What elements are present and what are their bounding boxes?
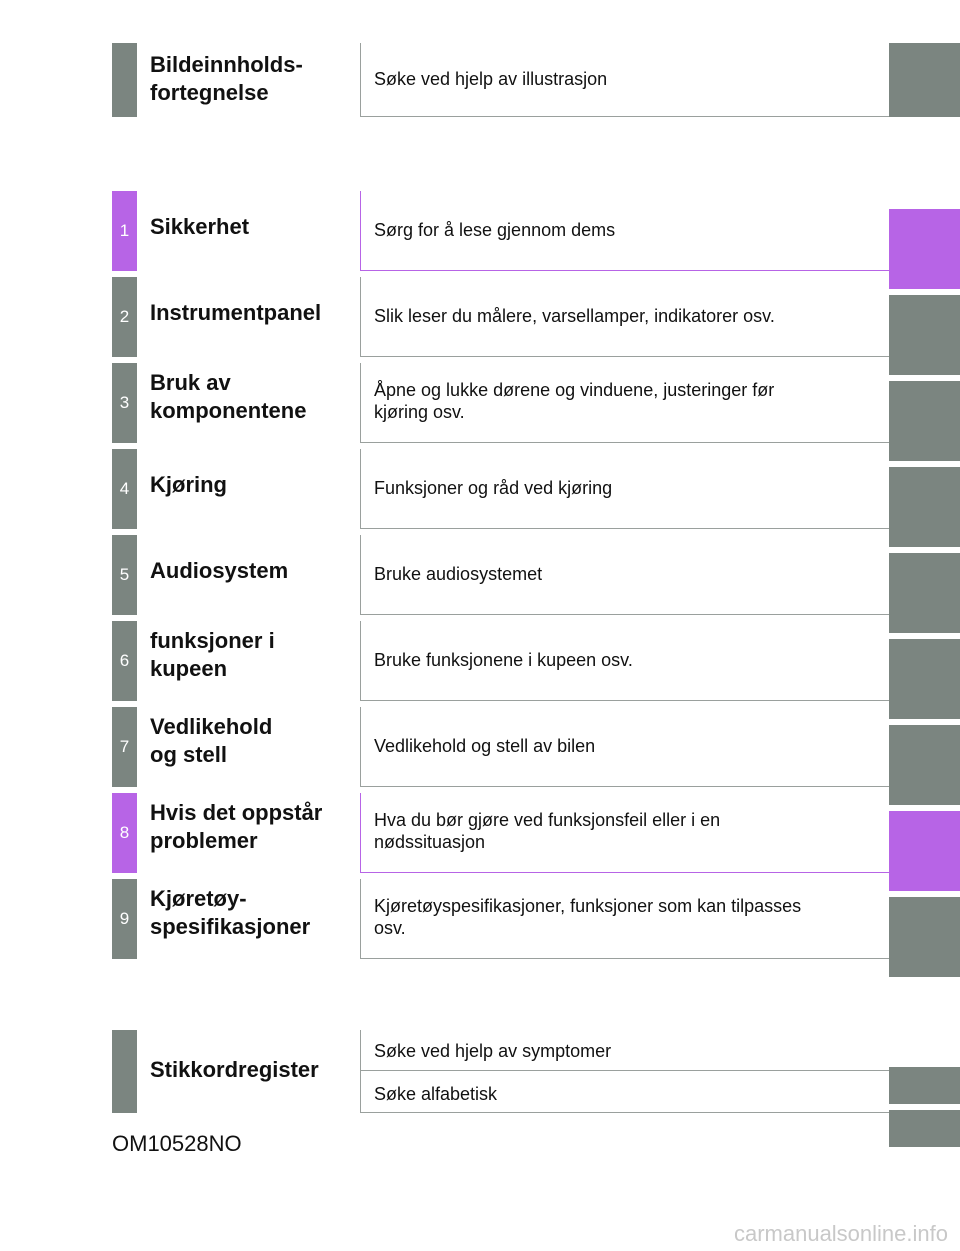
chapter-description: Bruke audiosystemet <box>374 564 543 584</box>
tab-chapter-2[interactable] <box>889 295 960 375</box>
watermark: carmanualsonline.info <box>733 1221 948 1246</box>
chapter-desc-box <box>360 449 890 529</box>
keyword-index-divider <box>360 1070 890 1071</box>
chapter-number: 7 <box>112 707 137 787</box>
chapter-title: Instrumentpanel <box>150 300 322 325</box>
chapter-row-9[interactable] <box>112 879 890 959</box>
chapter-desc-box <box>360 277 890 357</box>
document-code: OM10528NO <box>112 1131 242 1156</box>
chapter-number: 3 <box>112 363 137 443</box>
chapter-desc-box <box>360 363 890 443</box>
tab-chapter-4[interactable] <box>889 467 960 547</box>
tab-chapter-5[interactable] <box>889 553 960 633</box>
chapter-title: Kjøring <box>150 472 227 497</box>
chapter-desc-box <box>360 191 890 271</box>
picture-index-bar <box>112 43 137 117</box>
tab-index-symptoms[interactable] <box>889 1067 960 1104</box>
keyword-index-bar <box>112 1030 137 1113</box>
chapter-number: 2 <box>112 277 137 357</box>
chapter-description: Åpne og lukke dørene og vinduene, justeringer før kjøring osv. <box>374 380 775 422</box>
keyword-index-left-rule <box>360 1030 361 1113</box>
chapter-row-2[interactable] <box>112 277 890 357</box>
chapter-number: 4 <box>112 449 137 529</box>
chapter-desc-box <box>360 707 890 787</box>
chapter-number: 8 <box>112 793 137 873</box>
chapter-row-1[interactable] <box>112 191 890 271</box>
picture-index-description: Søke ved hjelp av illustrasjon <box>374 69 608 89</box>
chapter-row-4[interactable] <box>112 449 890 529</box>
chapter-number: 1 <box>112 191 137 271</box>
chapter-row-6[interactable] <box>112 621 890 701</box>
tab-chapter-1[interactable] <box>889 209 960 289</box>
chapter-description: Slik leser du målere, varsellamper, indikatorer osv. <box>374 306 775 326</box>
chapter-title: Hvis det oppstår problemer <box>150 800 323 853</box>
chapter-desc-box <box>360 621 890 701</box>
tab-chapter-6[interactable] <box>889 639 960 719</box>
tab-chapter-3[interactable] <box>889 381 960 461</box>
picture-index-title: Bildeinnholds- fortegnelse <box>150 52 303 105</box>
chapter-row-7[interactable] <box>112 707 890 787</box>
index-item-alphabetical[interactable]: Søke alfabetisk <box>374 1084 498 1104</box>
chapter-description: Kjøretøyspesifikasjoner, funksjoner som kan tilpasses osv. <box>374 896 802 938</box>
picture-index-row[interactable] <box>112 43 890 117</box>
chapter-number: 6 <box>112 621 137 701</box>
tab-picture-index[interactable] <box>889 43 960 117</box>
chapter-description: Vedlikehold og stell av bilen <box>374 736 596 756</box>
chapter-title: funksjoner i kupeen <box>150 628 275 681</box>
tab-chapter-7[interactable] <box>889 725 960 805</box>
chapter-title: Sikkerhet <box>150 214 250 239</box>
tab-chapter-8[interactable] <box>889 811 960 891</box>
tab-index-alphabetical[interactable] <box>889 1110 960 1147</box>
chapter-row-8[interactable] <box>112 793 890 873</box>
keyword-index-bottom-rule <box>360 1112 890 1113</box>
tab-chapter-9[interactable] <box>889 897 960 977</box>
chapter-description: Sørg for å lese gjennom dems <box>374 220 616 240</box>
chapter-desc-box <box>360 793 890 873</box>
chapter-description: Funksjoner og råd ved kjøring <box>374 478 613 498</box>
index-item-symptoms[interactable]: Søke ved hjelp av symptomer <box>374 1041 612 1061</box>
chapter-title: Kjøretøy- spesifikasjoner <box>150 886 311 939</box>
chapter-row-3[interactable] <box>112 363 890 443</box>
chapter-description: Hva du bør gjøre ved funksjonsfeil eller i en nødssituasjon <box>374 810 721 852</box>
chapter-title: Audiosystem <box>150 558 289 583</box>
picture-index-desc-box <box>360 43 890 117</box>
chapter-description: Bruke funksjonene i kupeen osv. <box>374 650 633 670</box>
chapter-title: Bruk av komponentene <box>150 370 307 423</box>
keyword-index-row[interactable] <box>112 1030 890 1113</box>
keyword-index-title: Stikkordregister <box>150 1057 319 1082</box>
chapter-desc-box <box>360 535 890 615</box>
chapter-number: 5 <box>112 535 137 615</box>
chapter-desc-box <box>360 879 890 959</box>
chapter-title: Vedlikehold og stell <box>150 714 273 767</box>
chapter-number: 9 <box>112 879 137 959</box>
chapter-row-5[interactable] <box>112 535 890 615</box>
